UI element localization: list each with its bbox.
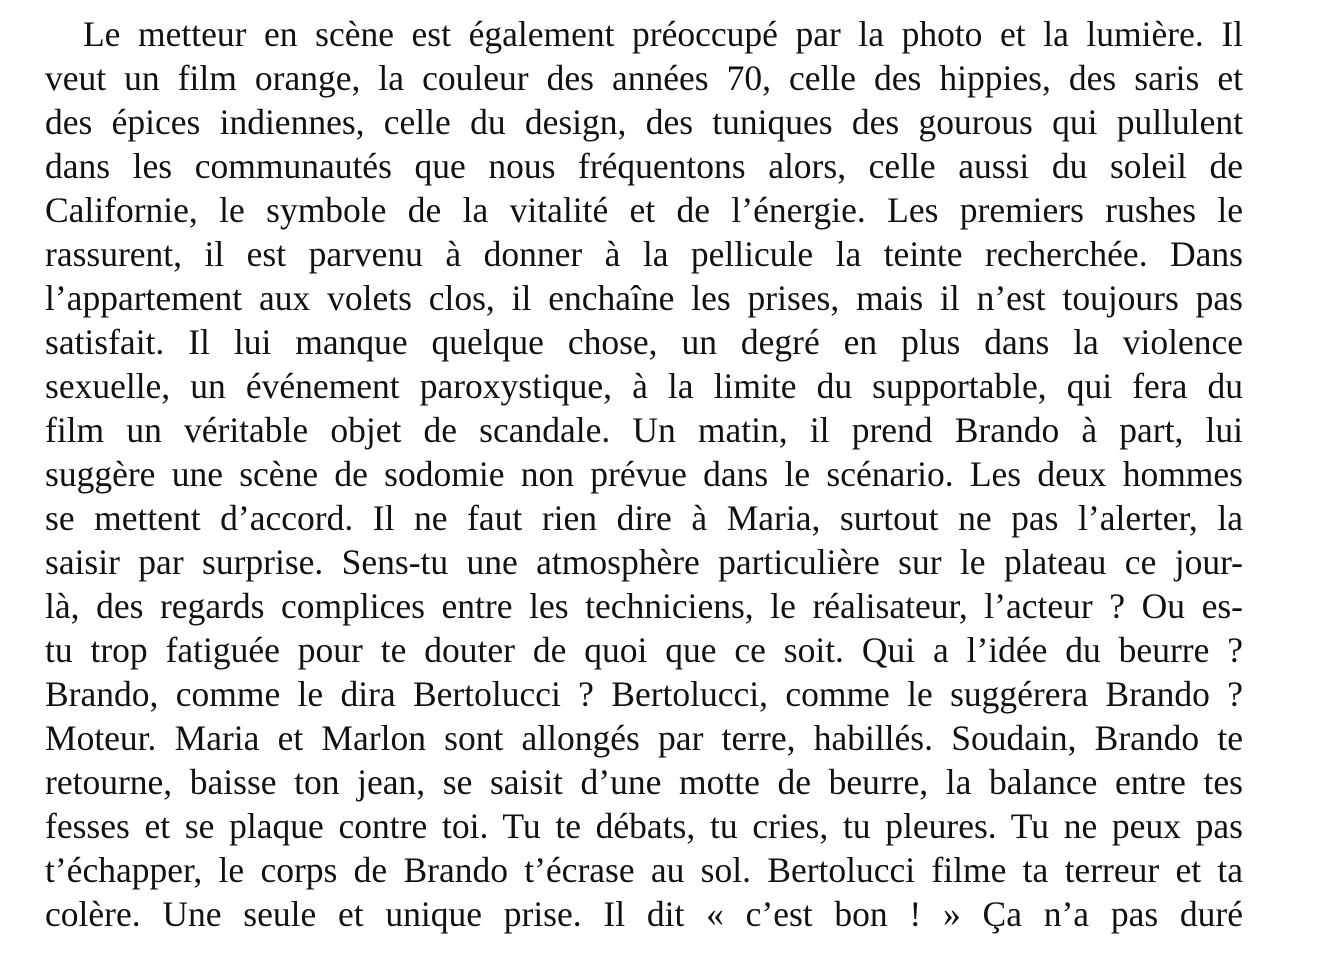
text-line: là, des regards complices entre les techniciens, le réalisateur, l’acteur ? Ou es- bbox=[45, 586, 1243, 626]
text-line: l’appartement aux volets clos, il enchaîne les prises, mais il n’est toujours pas bbox=[45, 278, 1243, 318]
text-line: rassurent, il est parvenu à donner à la pellicule la teinte recherchée. Dans bbox=[45, 234, 1243, 274]
body-paragraph bbox=[45, 12, 1243, 936]
text-line: fesses et se plaque contre toi. Tu te débats, tu cries, tu pleures. Tu ne peux pas bbox=[45, 806, 1243, 846]
document-page bbox=[45, 12, 1243, 936]
text-line: veut un film orange, la couleur des années 70, celle des hippies, des saris et bbox=[45, 58, 1243, 98]
text-line: Moteur. Maria et Marlon sont allongés par terre, habillés. Soudain, Brando te bbox=[45, 718, 1243, 758]
text-line: sexuelle, un événement paroxystique, à la limite du supportable, qui fera du bbox=[45, 366, 1243, 406]
text-line: Californie, le symbole de la vitalité et de l’énergie. Les premiers rushes le bbox=[45, 190, 1243, 230]
text-line: saisir par surprise. Sens-tu une atmosphère particulière sur le plateau ce jour- bbox=[45, 542, 1243, 582]
text-line: t’échapper, le corps de Brando t’écrase au sol. Bertolucci filme ta terreur et ta bbox=[45, 850, 1243, 890]
text-line: Le metteur en scène est également préoccupé par la photo et la lumière. Il bbox=[83, 14, 1243, 54]
text-line: film un véritable objet de scandale. Un matin, il prend Brando à part, lui bbox=[45, 410, 1243, 450]
text-line: satisfait. Il lui manque quelque chose, un degré en plus dans la violence bbox=[45, 322, 1243, 362]
text-line: tu trop fatiguée pour te douter de quoi que ce soit. Qui a l’idée du beurre ? bbox=[45, 630, 1243, 670]
text-line: suggère une scène de sodomie non prévue dans le scénario. Les deux hommes bbox=[45, 454, 1243, 494]
text-line: Brando, comme le dira Bertolucci ? Bertolucci, comme le suggérera Brando ? bbox=[45, 674, 1243, 714]
text-line: des épices indiennes, celle du design, des tuniques des gourous qui pullulent bbox=[45, 102, 1243, 142]
text-line: colère. Une seule et unique prise. Il dit « c’est bon ! » Ça n’a pas duré bbox=[45, 894, 1243, 934]
text-line: retourne, baisse ton jean, se saisit d’une motte de beurre, la balance entre tes bbox=[45, 762, 1243, 802]
text-line: se mettent d’accord. Il ne faut rien dire à Maria, surtout ne pas l’alerter, la bbox=[45, 498, 1243, 538]
text-line: dans les communautés que nous fréquentons alors, celle aussi du soleil de bbox=[45, 146, 1243, 186]
